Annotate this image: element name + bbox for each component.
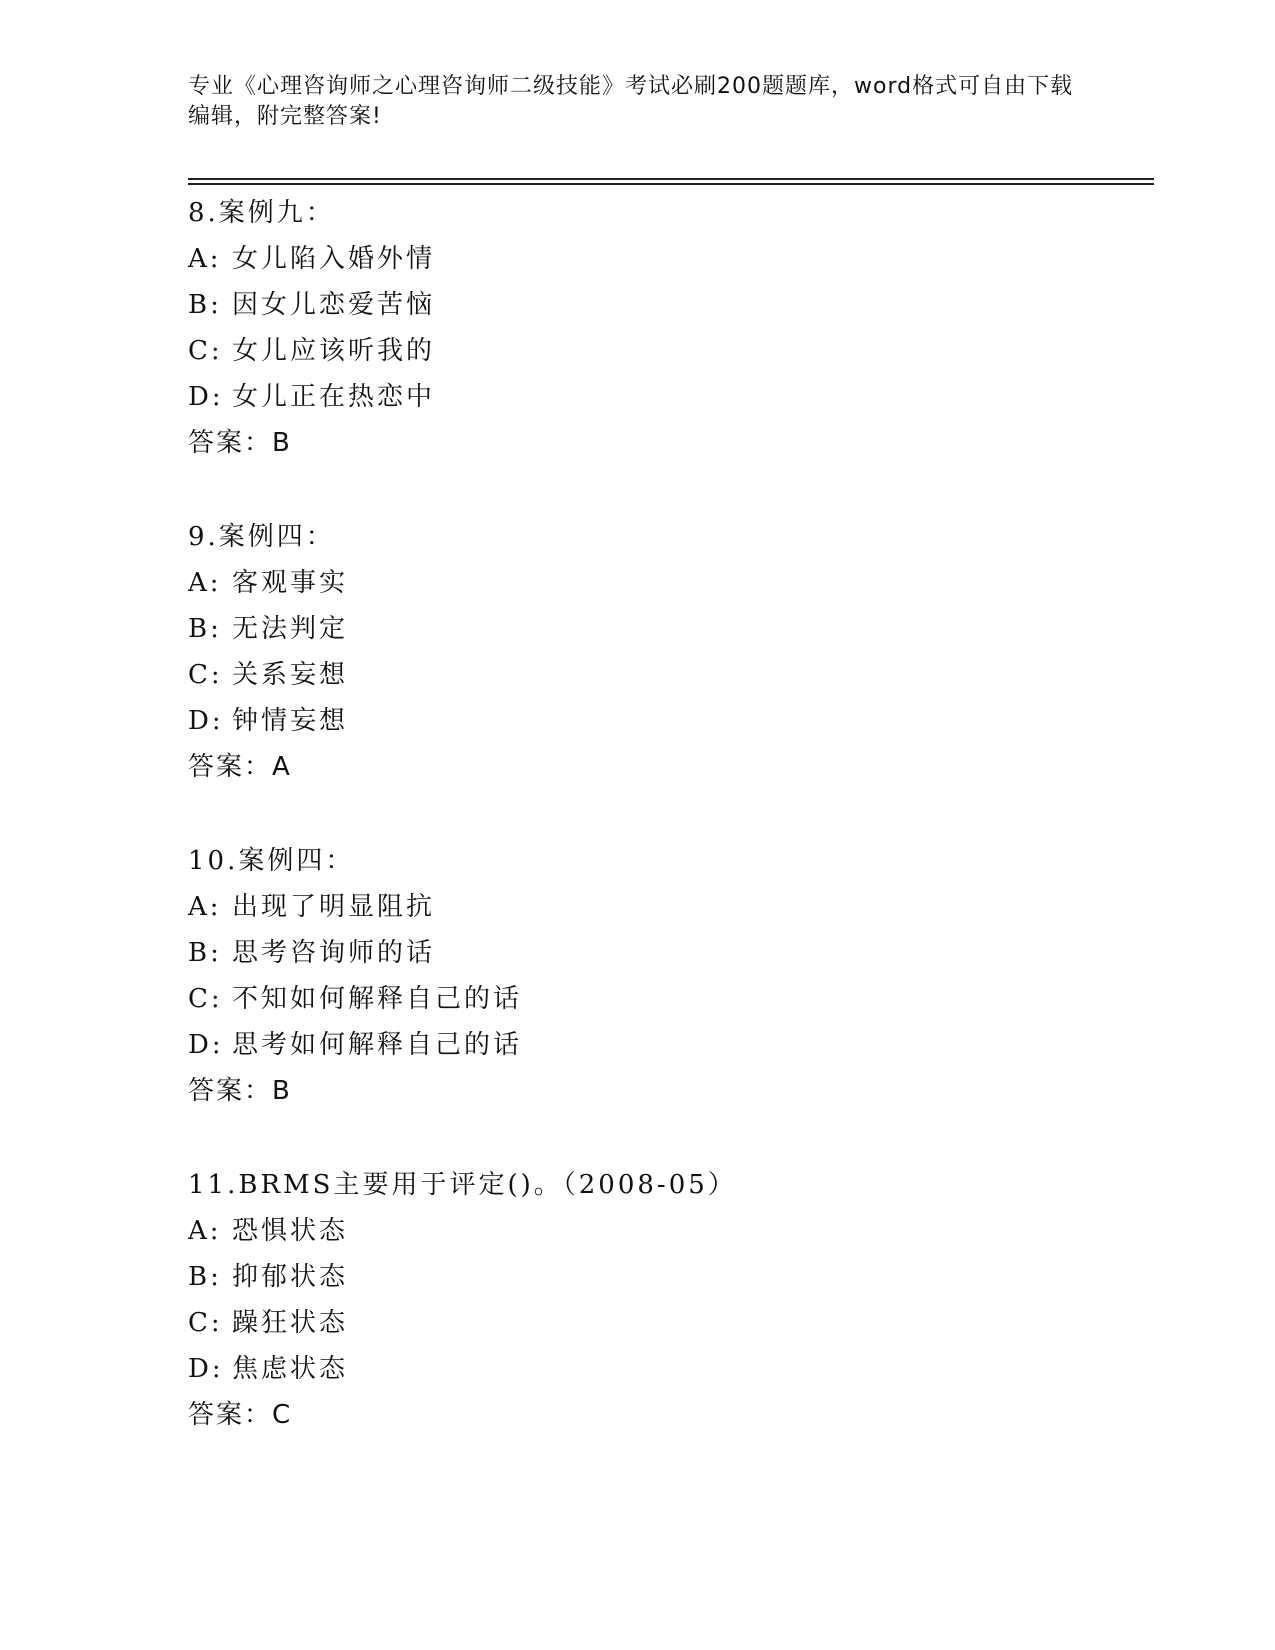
option-letter: A:	[188, 568, 222, 598]
option-text: 出现了明显阻抗	[232, 892, 436, 922]
answer-line: 答案：B	[188, 428, 292, 458]
answer-line: 答案：A	[188, 752, 292, 782]
option-d	[188, 374, 1148, 420]
option-letter: D:	[188, 1354, 224, 1384]
option-text: 女儿应该听我的	[232, 336, 436, 366]
option-letter: D:	[188, 706, 224, 736]
option-text: 不知如何解释自己的话	[232, 984, 523, 1014]
option-letter: C:	[188, 660, 223, 690]
option-letter: D:	[188, 382, 224, 412]
question-stem: 11.BRMS主要用于评定()。（2008-05）	[188, 1170, 737, 1200]
option-c	[188, 1300, 1148, 1346]
option-text: 女儿正在热恋中	[232, 382, 436, 412]
option-text: 思考如何解释自己的话	[232, 1030, 523, 1060]
question-11	[188, 1162, 1148, 1438]
header-divider-top	[188, 178, 1154, 180]
option-text: 思考咨询师的话	[232, 938, 436, 968]
option-a	[188, 1208, 1148, 1254]
option-d	[188, 698, 1148, 744]
option-letter: B:	[188, 938, 222, 968]
question-list	[188, 190, 1148, 1486]
question-9	[188, 514, 1148, 790]
option-letter: C:	[188, 984, 223, 1014]
document-header: 专业《心理咨询师之心理咨询师二级技能》考试必刷200题题库，word格式可自由下载编辑，附完整答案!	[188, 74, 1074, 129]
option-b	[188, 930, 1148, 976]
option-d	[188, 1346, 1148, 1392]
option-letter: B:	[188, 290, 222, 320]
option-text: 无法判定	[232, 614, 349, 644]
option-text: 躁狂状态	[232, 1308, 349, 1338]
question-8	[188, 190, 1148, 466]
option-c	[188, 976, 1148, 1022]
answer-line: 答案：B	[188, 1076, 292, 1106]
option-text: 抑郁状态	[232, 1262, 349, 1292]
option-d	[188, 1022, 1148, 1068]
question-stem: 8.案例九：	[188, 198, 335, 228]
option-a	[188, 236, 1148, 282]
option-text: 恐惧状态	[232, 1216, 349, 1246]
option-letter: A:	[188, 1216, 222, 1246]
question-stem: 10.案例四：	[188, 846, 355, 876]
question-10	[188, 838, 1148, 1114]
option-letter: A:	[188, 244, 222, 274]
answer-line: 答案：C	[188, 1400, 293, 1430]
option-text: 因女儿恋爱苦恼	[232, 290, 436, 320]
header-divider-bottom	[188, 183, 1154, 185]
option-text: 女儿陷入婚外情	[232, 244, 436, 274]
option-b	[188, 606, 1148, 652]
option-text: 钟情妄想	[232, 706, 349, 736]
option-letter: A:	[188, 892, 222, 922]
option-b	[188, 1254, 1148, 1300]
option-text: 焦虑状态	[232, 1354, 349, 1384]
question-stem: 9.案例四：	[188, 522, 335, 552]
option-letter: D:	[188, 1030, 224, 1060]
option-letter: B:	[188, 1262, 222, 1292]
option-c	[188, 328, 1148, 374]
option-c	[188, 652, 1148, 698]
option-text: 客观事实	[232, 568, 349, 598]
option-letter: B:	[188, 614, 222, 644]
option-text: 关系妄想	[232, 660, 349, 690]
option-letter: C:	[188, 336, 223, 366]
option-b	[188, 282, 1148, 328]
option-letter: C:	[188, 1308, 223, 1338]
option-a	[188, 884, 1148, 930]
option-a	[188, 560, 1148, 606]
